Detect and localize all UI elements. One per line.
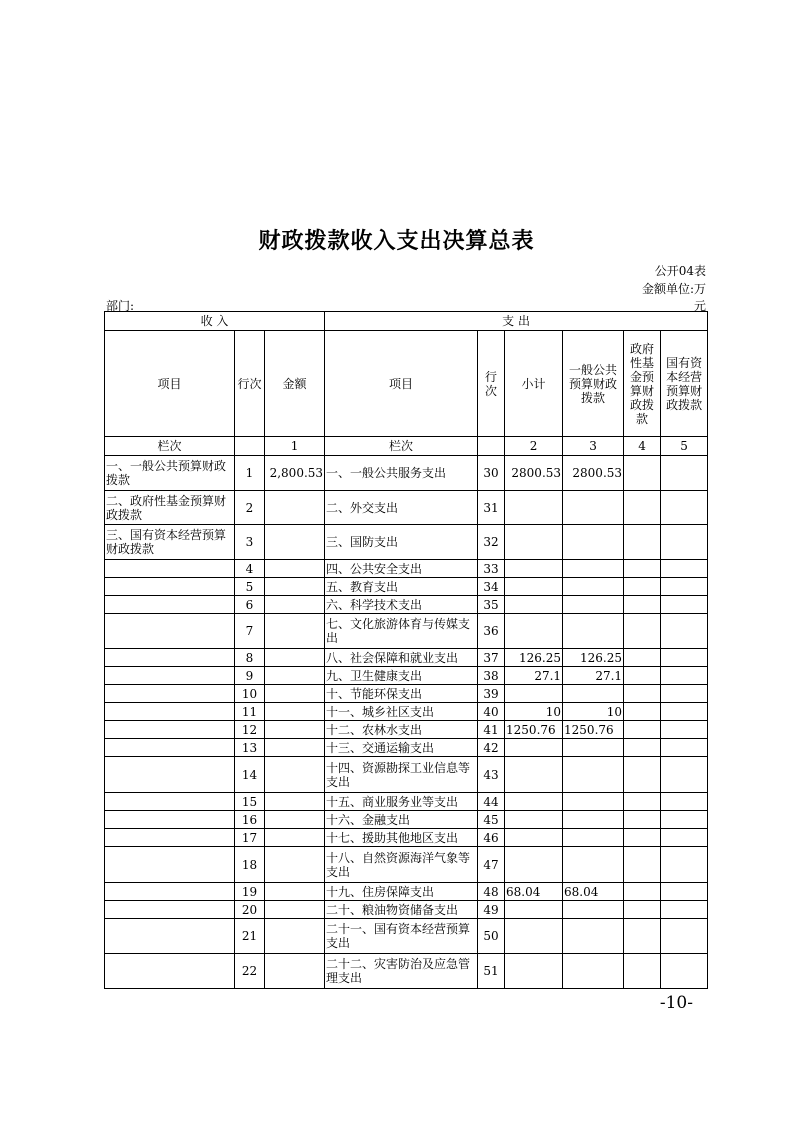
gov-fund-cell bbox=[624, 811, 661, 829]
expense-line-cell: 34 bbox=[478, 578, 505, 596]
expense-item-cell: 九、卫生健康支出 bbox=[325, 667, 478, 685]
table-row bbox=[105, 954, 708, 989]
income-item-cell bbox=[105, 649, 235, 667]
state-capital-cell bbox=[661, 919, 708, 954]
gov-fund-cell bbox=[624, 685, 661, 703]
column-index-4: 4 bbox=[624, 437, 661, 456]
income-line-cell: 12 bbox=[235, 721, 265, 739]
income-amount-cell bbox=[265, 829, 325, 847]
general-budget-cell: 126.25 bbox=[563, 649, 624, 667]
state-capital-header: 国有资 本经营 预算财 政拨款 bbox=[661, 331, 708, 437]
income-line-cell: 17 bbox=[235, 829, 265, 847]
general-budget-cell bbox=[563, 829, 624, 847]
income-amount-cell bbox=[265, 578, 325, 596]
department-label: 部门: bbox=[106, 299, 135, 313]
gov-fund-cell bbox=[624, 560, 661, 578]
expense-item-cell: 十六、金融支出 bbox=[325, 811, 478, 829]
income-amount-cell bbox=[265, 793, 325, 811]
income-line-cell: 15 bbox=[235, 793, 265, 811]
state-capital-cell bbox=[661, 829, 708, 847]
state-capital-cell bbox=[661, 847, 708, 883]
expense-item-cell: 四、公共安全支出 bbox=[325, 560, 478, 578]
income-item-cell bbox=[105, 667, 235, 685]
state-capital-cell bbox=[661, 491, 708, 525]
state-capital-cell bbox=[661, 901, 708, 919]
income-amount-cell bbox=[265, 811, 325, 829]
income-amount-cell bbox=[265, 757, 325, 793]
expense-item-cell: 二十一、国有资本经营预算支出 bbox=[325, 919, 478, 954]
gov-fund-cell bbox=[624, 456, 661, 491]
general-budget-cell bbox=[563, 614, 624, 649]
expense-item-cell: 十四、资源勘探工业信息等支出 bbox=[325, 757, 478, 793]
general-budget-cell bbox=[563, 954, 624, 989]
state-capital-cell bbox=[661, 883, 708, 901]
gov-fund-cell bbox=[624, 491, 661, 525]
income-line-cell: 1 bbox=[235, 456, 265, 491]
subtotal-cell: 2800.53 bbox=[505, 456, 563, 491]
income-line-cell: 16 bbox=[235, 811, 265, 829]
general-budget-cell bbox=[563, 811, 624, 829]
general-budget-cell: 27.1 bbox=[563, 667, 624, 685]
income-line-cell: 20 bbox=[235, 901, 265, 919]
income-item-cell bbox=[105, 757, 235, 793]
state-capital-cell bbox=[661, 614, 708, 649]
income-item-cell bbox=[105, 829, 235, 847]
income-line-cell: 22 bbox=[235, 954, 265, 989]
income-item-cell: 二、政府性基金预算财政拨款 bbox=[105, 491, 235, 525]
income-item-cell bbox=[105, 919, 235, 954]
subtotal-cell bbox=[505, 757, 563, 793]
expense-item-cell: 一、一般公共服务支出 bbox=[325, 456, 478, 491]
subtotal-cell bbox=[505, 847, 563, 883]
income-amount-cell bbox=[265, 703, 325, 721]
income-item-cell bbox=[105, 739, 235, 757]
income-line-header: 行次 bbox=[235, 331, 265, 437]
income-item-cell bbox=[105, 685, 235, 703]
income-line-cell: 13 bbox=[235, 739, 265, 757]
income-amount-cell bbox=[265, 491, 325, 525]
table-row bbox=[105, 703, 708, 721]
state-capital-cell bbox=[661, 721, 708, 739]
expense-item-cell: 十五、商业服务业等支出 bbox=[325, 793, 478, 811]
income-amount-cell bbox=[265, 685, 325, 703]
unit-suffix: 元 bbox=[693, 299, 706, 313]
expense-item-cell: 七、文化旅游体育与传媒支出 bbox=[325, 614, 478, 649]
general-budget-cell: 2800.53 bbox=[563, 456, 624, 491]
table-row bbox=[105, 614, 708, 649]
fiscal-summary-table bbox=[104, 311, 708, 989]
expense-line-cell: 36 bbox=[478, 614, 505, 649]
column-index-label-right: 栏次 bbox=[325, 437, 478, 456]
income-item-cell: 三、国有资本经营预算财政拨款 bbox=[105, 525, 235, 560]
gov-fund-cell bbox=[624, 649, 661, 667]
income-item-cell bbox=[105, 578, 235, 596]
income-line-cell: 7 bbox=[235, 614, 265, 649]
income-line-cell: 9 bbox=[235, 667, 265, 685]
expense-item-cell: 二十、粮油物资储备支出 bbox=[325, 901, 478, 919]
general-budget-cell: 10 bbox=[563, 703, 624, 721]
income-line-cell: 21 bbox=[235, 919, 265, 954]
expense-line-cell: 37 bbox=[478, 649, 505, 667]
state-capital-cell bbox=[661, 560, 708, 578]
page-number: -10- bbox=[659, 993, 693, 1013]
income-amount-header: 金额 bbox=[265, 331, 325, 437]
gov-fund-cell bbox=[624, 883, 661, 901]
income-amount-cell bbox=[265, 596, 325, 614]
income-item-cell bbox=[105, 811, 235, 829]
expense-line-cell: 47 bbox=[478, 847, 505, 883]
table-row bbox=[105, 649, 708, 667]
subtotal-cell bbox=[505, 614, 563, 649]
expense-item-cell: 二、外交支出 bbox=[325, 491, 478, 525]
section-header-row bbox=[105, 312, 708, 331]
general-budget-cell bbox=[563, 525, 624, 560]
income-line-cell: 2 bbox=[235, 491, 265, 525]
subtotal-cell bbox=[505, 829, 563, 847]
income-line-cell: 6 bbox=[235, 596, 265, 614]
subtotal-cell bbox=[505, 596, 563, 614]
expense-line-cell: 50 bbox=[478, 919, 505, 954]
state-capital-cell bbox=[661, 954, 708, 989]
subtotal-cell bbox=[505, 578, 563, 596]
column-index-blank bbox=[235, 437, 265, 456]
income-amount-cell bbox=[265, 919, 325, 954]
gov-fund-cell bbox=[624, 614, 661, 649]
table-row bbox=[105, 578, 708, 596]
subtotal-cell bbox=[505, 954, 563, 989]
income-item-cell bbox=[105, 560, 235, 578]
column-header-row bbox=[105, 331, 708, 437]
expense-line-cell: 43 bbox=[478, 757, 505, 793]
expense-line-cell: 30 bbox=[478, 456, 505, 491]
gov-fund-cell bbox=[624, 757, 661, 793]
table-row bbox=[105, 739, 708, 757]
income-item-cell bbox=[105, 614, 235, 649]
table-row bbox=[105, 847, 708, 883]
expense-item-cell: 十八、自然资源海洋气象等支出 bbox=[325, 847, 478, 883]
expense-item-cell: 六、科学技术支出 bbox=[325, 596, 478, 614]
table-row bbox=[105, 811, 708, 829]
income-line-cell: 19 bbox=[235, 883, 265, 901]
column-index-3: 3 bbox=[563, 437, 624, 456]
income-amount-cell bbox=[265, 560, 325, 578]
expense-line-header: 行 次 bbox=[478, 331, 505, 437]
subtotal-cell: 1250.76 bbox=[505, 721, 563, 739]
gov-fund-cell bbox=[624, 901, 661, 919]
state-capital-cell bbox=[661, 685, 708, 703]
expense-line-cell: 51 bbox=[478, 954, 505, 989]
income-item-cell: 一、一般公共预算财政拨款 bbox=[105, 456, 235, 491]
table-row bbox=[105, 667, 708, 685]
gov-fund-cell bbox=[624, 578, 661, 596]
expense-line-cell: 35 bbox=[478, 596, 505, 614]
state-capital-cell bbox=[661, 757, 708, 793]
state-capital-cell bbox=[661, 667, 708, 685]
subtotal-cell: 27.1 bbox=[505, 667, 563, 685]
table-row bbox=[105, 793, 708, 811]
state-capital-cell bbox=[661, 739, 708, 757]
income-item-cell bbox=[105, 847, 235, 883]
expense-item-cell: 十、节能环保支出 bbox=[325, 685, 478, 703]
state-capital-cell bbox=[661, 703, 708, 721]
expense-line-cell: 46 bbox=[478, 829, 505, 847]
gov-fund-cell bbox=[624, 919, 661, 954]
table-row bbox=[105, 560, 708, 578]
income-line-cell: 4 bbox=[235, 560, 265, 578]
subtotal-header: 小计 bbox=[505, 331, 563, 437]
state-capital-cell bbox=[661, 578, 708, 596]
general-budget-cell bbox=[563, 596, 624, 614]
income-amount-cell bbox=[265, 954, 325, 989]
expense-item-header: 项目 bbox=[325, 331, 478, 437]
state-capital-cell bbox=[661, 811, 708, 829]
expense-header: 支 出 bbox=[325, 312, 708, 331]
column-index-5: 5 bbox=[661, 437, 708, 456]
expense-item-cell: 十一、城乡社区支出 bbox=[325, 703, 478, 721]
income-line-cell: 5 bbox=[235, 578, 265, 596]
table-row bbox=[105, 491, 708, 525]
expense-line-cell: 45 bbox=[478, 811, 505, 829]
income-amount-cell: 2,800.53 bbox=[265, 456, 325, 491]
income-line-cell: 10 bbox=[235, 685, 265, 703]
table-row bbox=[105, 757, 708, 793]
unit-label: 金额单位:万 bbox=[641, 282, 706, 296]
general-budget-cell bbox=[563, 901, 624, 919]
column-index-row bbox=[105, 437, 708, 456]
subtotal-cell bbox=[505, 919, 563, 954]
state-capital-cell bbox=[661, 596, 708, 614]
expense-item-cell: 十二、农林水支出 bbox=[325, 721, 478, 739]
gov-fund-cell bbox=[624, 667, 661, 685]
subtotal-cell bbox=[505, 491, 563, 525]
income-item-cell bbox=[105, 793, 235, 811]
gov-fund-cell bbox=[624, 847, 661, 883]
income-amount-cell bbox=[265, 667, 325, 685]
general-budget-cell bbox=[563, 757, 624, 793]
general-budget-cell bbox=[563, 560, 624, 578]
subtotal-cell bbox=[505, 811, 563, 829]
income-line-cell: 18 bbox=[235, 847, 265, 883]
income-amount-cell bbox=[265, 847, 325, 883]
general-budget-cell bbox=[563, 919, 624, 954]
table-row bbox=[105, 901, 708, 919]
income-item-cell bbox=[105, 721, 235, 739]
gov-fund-header: 政府 性基 金预 算财 政拨 款 bbox=[624, 331, 661, 437]
income-amount-cell bbox=[265, 901, 325, 919]
table-row bbox=[105, 525, 708, 560]
form-code: 公开04表 bbox=[654, 264, 706, 278]
income-amount-cell bbox=[265, 739, 325, 757]
gov-fund-cell bbox=[624, 954, 661, 989]
income-line-cell: 14 bbox=[235, 757, 265, 793]
subtotal-cell bbox=[505, 525, 563, 560]
general-budget-cell bbox=[563, 578, 624, 596]
income-line-cell: 11 bbox=[235, 703, 265, 721]
column-index-blank bbox=[478, 437, 505, 456]
expense-line-cell: 31 bbox=[478, 491, 505, 525]
general-budget-cell bbox=[563, 685, 624, 703]
table-row bbox=[105, 919, 708, 954]
table-row bbox=[105, 883, 708, 901]
expense-item-cell: 二十二、灾害防治及应急管理支出 bbox=[325, 954, 478, 989]
expense-line-cell: 38 bbox=[478, 667, 505, 685]
gov-fund-cell bbox=[624, 721, 661, 739]
subtotal-cell: 68.04 bbox=[505, 883, 563, 901]
income-amount-cell bbox=[265, 649, 325, 667]
expense-line-cell: 40 bbox=[478, 703, 505, 721]
column-index-2: 2 bbox=[505, 437, 563, 456]
table-row bbox=[105, 596, 708, 614]
expense-line-cell: 49 bbox=[478, 901, 505, 919]
state-capital-cell bbox=[661, 793, 708, 811]
subtotal-cell bbox=[505, 685, 563, 703]
income-item-cell bbox=[105, 883, 235, 901]
gov-fund-cell bbox=[624, 703, 661, 721]
expense-line-cell: 39 bbox=[478, 685, 505, 703]
expense-line-cell: 44 bbox=[478, 793, 505, 811]
gov-fund-cell bbox=[624, 829, 661, 847]
expense-item-cell: 十三、交通运输支出 bbox=[325, 739, 478, 757]
general-budget-cell bbox=[563, 847, 624, 883]
expense-item-cell: 八、社会保障和就业支出 bbox=[325, 649, 478, 667]
income-amount-cell bbox=[265, 525, 325, 560]
income-item-cell bbox=[105, 596, 235, 614]
general-budget-cell bbox=[563, 491, 624, 525]
table-row bbox=[105, 685, 708, 703]
state-capital-cell bbox=[661, 649, 708, 667]
income-header: 收 入 bbox=[105, 312, 325, 331]
income-item-header: 项目 bbox=[105, 331, 235, 437]
income-amount-cell bbox=[265, 614, 325, 649]
page-title: 财政拨款收入支出决算总表 bbox=[258, 229, 535, 254]
table-row bbox=[105, 456, 708, 491]
gov-fund-cell bbox=[624, 596, 661, 614]
column-index-label-left: 栏次 bbox=[105, 437, 235, 456]
general-budget-cell bbox=[563, 739, 624, 757]
subtotal-cell bbox=[505, 560, 563, 578]
expense-item-cell: 五、教育支出 bbox=[325, 578, 478, 596]
gov-fund-cell bbox=[624, 739, 661, 757]
gov-fund-cell bbox=[624, 793, 661, 811]
income-line-cell: 3 bbox=[235, 525, 265, 560]
income-item-cell bbox=[105, 901, 235, 919]
column-index-1: 1 bbox=[265, 437, 325, 456]
general-budget-cell: 1250.76 bbox=[563, 721, 624, 739]
expense-line-cell: 32 bbox=[478, 525, 505, 560]
general-budget-cell: 68.04 bbox=[563, 883, 624, 901]
table-row bbox=[105, 721, 708, 739]
subtotal-cell bbox=[505, 901, 563, 919]
expense-item-cell: 三、国防支出 bbox=[325, 525, 478, 560]
subtotal-cell bbox=[505, 739, 563, 757]
income-line-cell: 8 bbox=[235, 649, 265, 667]
expense-item-cell: 十七、援助其他地区支出 bbox=[325, 829, 478, 847]
expense-line-cell: 41 bbox=[478, 721, 505, 739]
expense-line-cell: 48 bbox=[478, 883, 505, 901]
expense-item-cell: 十九、住房保障支出 bbox=[325, 883, 478, 901]
income-amount-cell bbox=[265, 721, 325, 739]
subtotal-cell bbox=[505, 793, 563, 811]
general-budget-cell bbox=[563, 793, 624, 811]
subtotal-cell: 10 bbox=[505, 703, 563, 721]
expense-line-cell: 42 bbox=[478, 739, 505, 757]
general-budget-header: 一般公共 预算财政 拨款 bbox=[563, 331, 624, 437]
state-capital-cell bbox=[661, 456, 708, 491]
table-row bbox=[105, 829, 708, 847]
gov-fund-cell bbox=[624, 525, 661, 560]
income-amount-cell bbox=[265, 883, 325, 901]
state-capital-cell bbox=[661, 525, 708, 560]
subtotal-cell: 126.25 bbox=[505, 649, 563, 667]
expense-line-cell: 33 bbox=[478, 560, 505, 578]
income-item-cell bbox=[105, 703, 235, 721]
income-item-cell bbox=[105, 954, 235, 989]
